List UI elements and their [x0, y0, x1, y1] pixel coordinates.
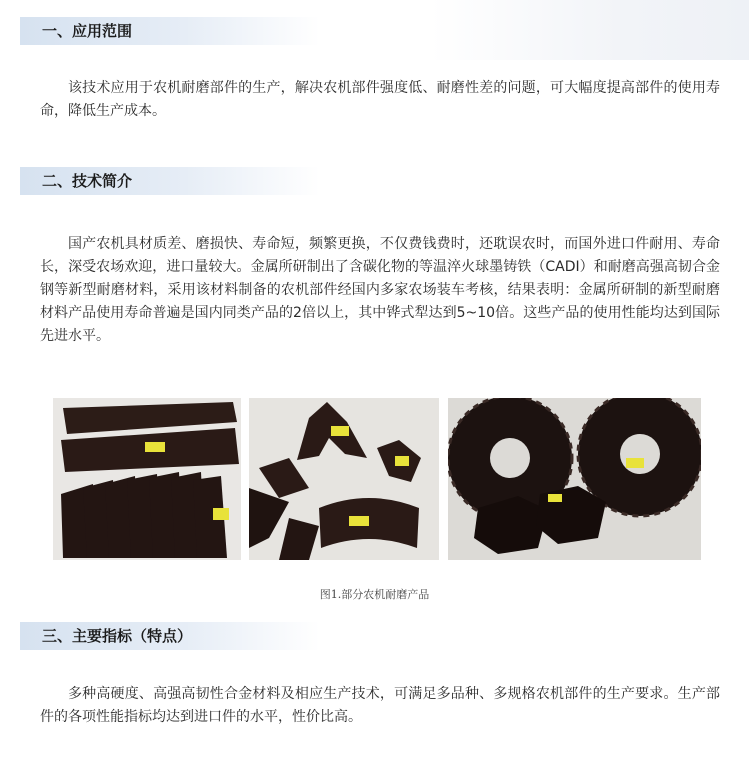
section-heading-intro: 二、技术简介	[20, 167, 320, 195]
section-paragraph-intro: 国产农机具材质差、磨损快、寿命短，频繁更换，不仅费钱费时，还耽误农时，而国外进口件耐用、寿命长，深受农场欢迎，进口量较大。金属所研制出了含碳化物的等温淬火球墨铸铁（CADI）和耐磨高强高韧合金钢等新型耐磨材料，采用该材料制备的农机部件经国内多家农场装车考核，结果表明：金属所研制的新型耐磨材料产品使用寿命普遍是国内同类产品的2倍以上，其中铧式犁达到5~10倍。这些产品的使用性能均达到国际先进水平。	[40, 236, 720, 344]
figure-caption: 图1.部分农机耐磨产品	[319, 588, 430, 601]
section-heading-indicators: 三、主要指标（特点）	[20, 622, 320, 650]
section-paragraph-indicators: 多种高硬度、高强高韧性合金材料及相应生产技术，可满足多品种、多规格农机部件的生产要求。生产部件的各项性能指标均达到进口件的水平，性价比高。	[40, 686, 720, 725]
section-paragraph-application: 该技术应用于农机耐磨部件的生产，解决农机部件强度低、耐磨性差的问题，可大幅度提高部件的使用寿命，降低生产成本。	[40, 80, 720, 119]
cultivator-shovels-photo	[249, 398, 439, 560]
disc-harrow-photo	[448, 398, 701, 560]
top-decoration	[430, 0, 749, 60]
section-heading-application: 一、应用范围	[20, 17, 320, 45]
plow-blades-photo	[53, 398, 241, 560]
